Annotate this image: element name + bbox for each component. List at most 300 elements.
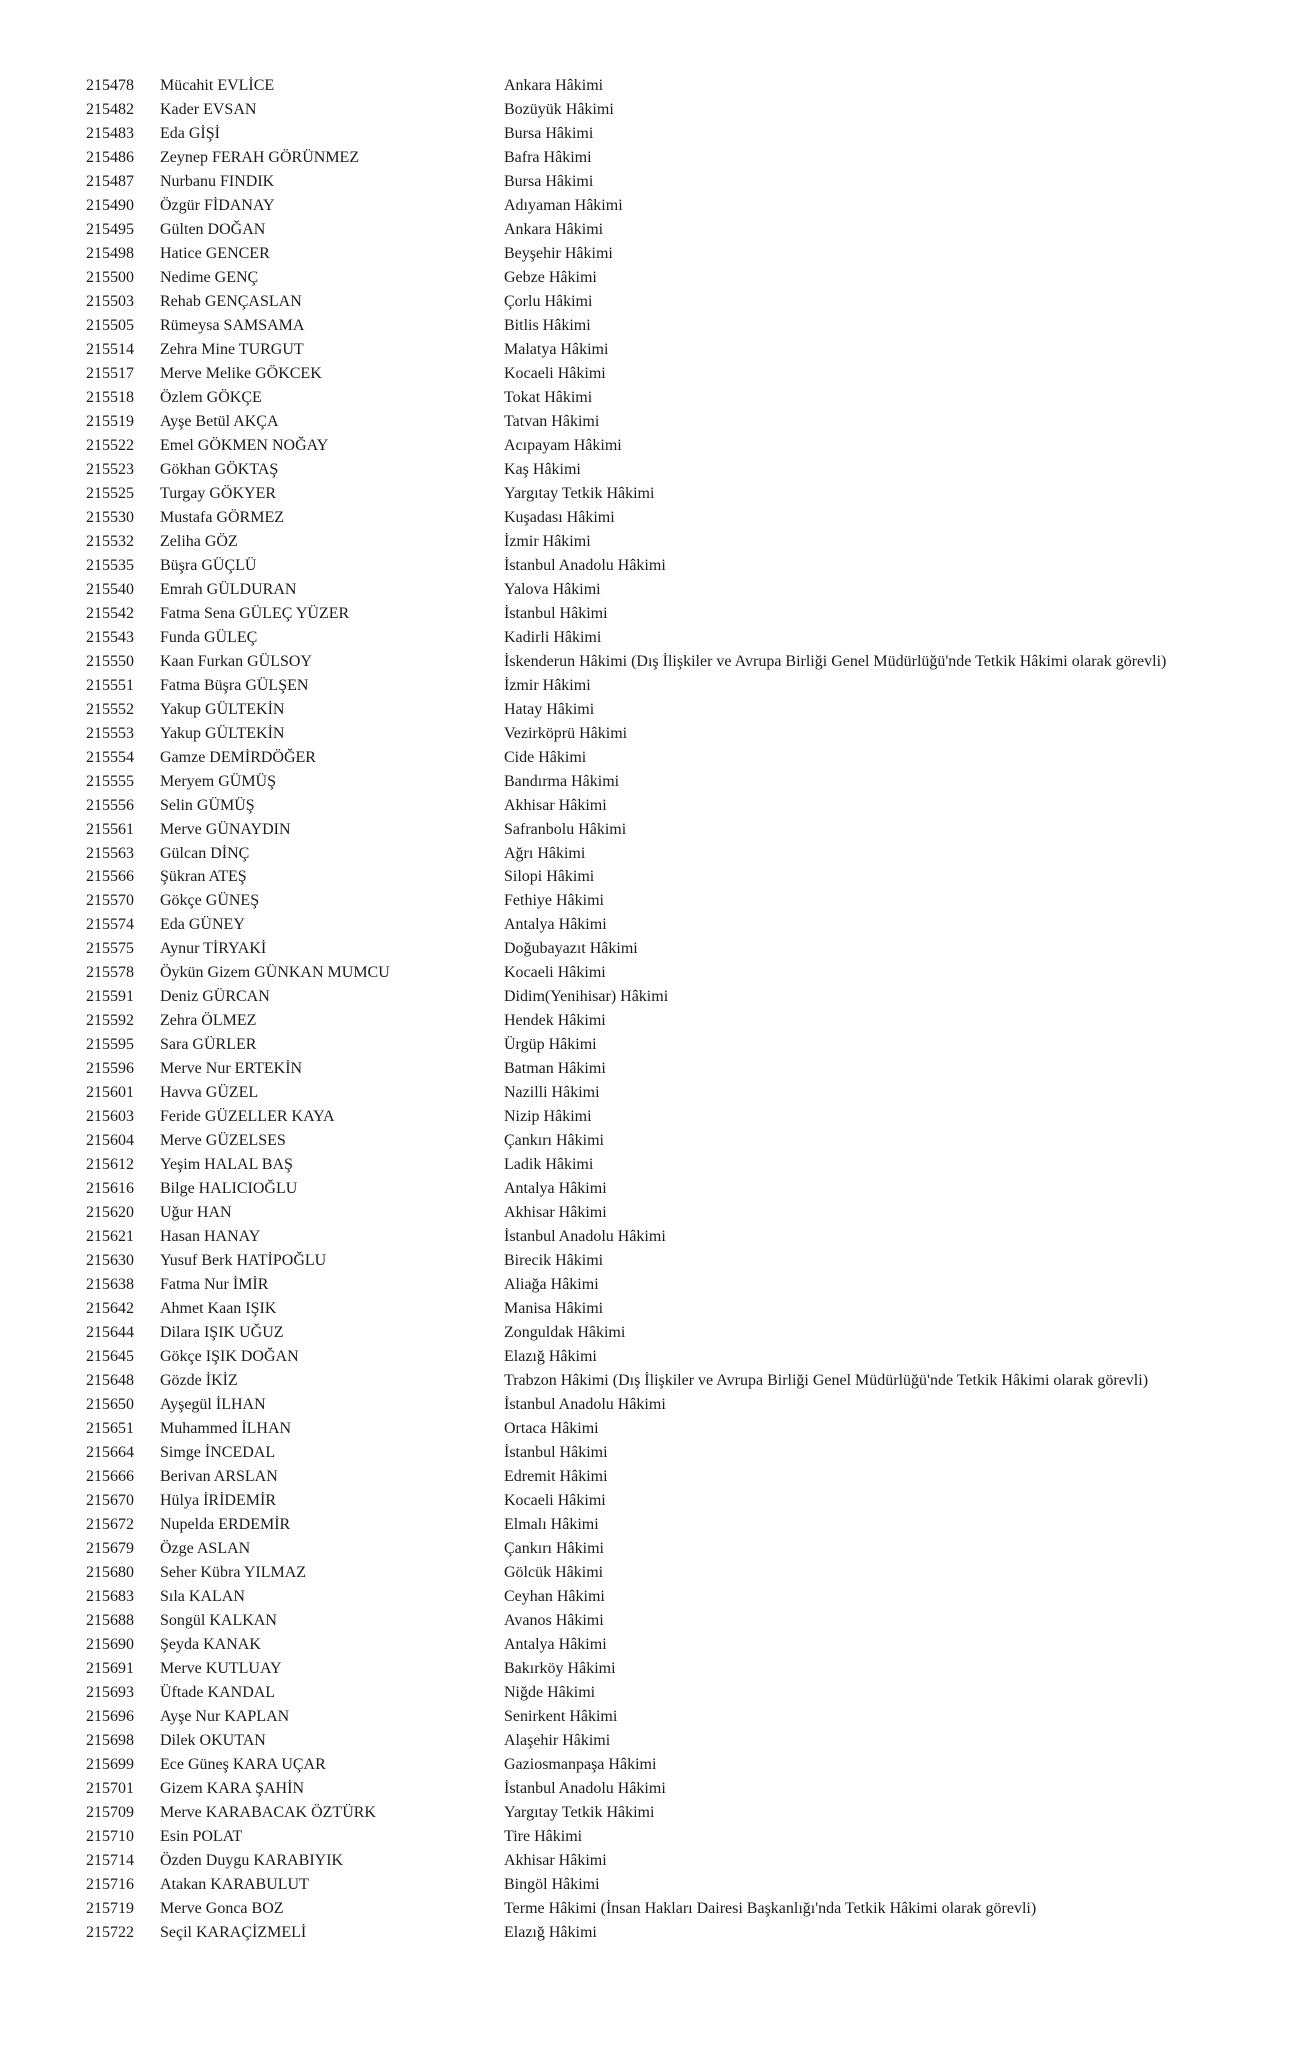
- person-name: Gizem KARA ŞAHİN: [160, 1779, 304, 1797]
- assigned-position: Kuşadası Hâkimi: [504, 508, 615, 526]
- person-name: Songül KALKAN: [160, 1612, 277, 1629]
- person-name: Gülten DOĞAN: [160, 220, 266, 238]
- list-item: [0, 1465, 1304, 1489]
- person-name: Merve Melike GÖKCEK: [160, 364, 322, 382]
- registry-number: 215525: [86, 484, 134, 502]
- person-name: Deniz GÜRCAN: [160, 988, 270, 1006]
- person-name: Nurbanu FINDIK: [160, 172, 275, 190]
- assigned-position: Tokat Hâkimi: [504, 388, 593, 406]
- registry-number: 215670: [86, 1492, 134, 1510]
- assigned-position: Bafra Hâkimi: [504, 148, 592, 166]
- registry-number: 215540: [86, 580, 134, 598]
- list-item: [0, 746, 1304, 770]
- assigned-position: Ortaca Hâkimi: [504, 1420, 599, 1438]
- person-name: Rümeysa SAMSAMA: [160, 316, 305, 334]
- registry-number: 215719: [86, 1899, 134, 1917]
- person-name: Atakan KARABULUT: [160, 1875, 309, 1893]
- list-item: [0, 1321, 1304, 1345]
- list-item: [0, 1345, 1304, 1369]
- list-item: [0, 1009, 1304, 1033]
- person-name: Kader EVSAN: [160, 100, 257, 118]
- person-name: Nedime GENÇ: [160, 268, 259, 286]
- registry-number: 215710: [86, 1827, 134, 1845]
- person-name: Seher Kübra YILMAZ: [160, 1564, 307, 1582]
- list-item: [0, 314, 1304, 338]
- person-name: Hasan HANAY: [160, 1228, 261, 1246]
- person-name: Sara GÜRLER: [160, 1036, 257, 1054]
- assigned-position: Bursa Hâkimi: [504, 172, 594, 190]
- assigned-position: İstanbul Anadolu Hâkimi: [504, 1396, 666, 1414]
- registry-number: 215591: [86, 988, 134, 1006]
- list-item: [0, 242, 1304, 266]
- person-name: Merve Gonca BOZ: [160, 1899, 284, 1917]
- list-item: [0, 1561, 1304, 1585]
- person-name: Zeliha GÖZ: [160, 532, 238, 550]
- assigned-position: Senirkent Hâkimi: [504, 1707, 618, 1725]
- person-name: Meryem GÜMÜŞ: [160, 772, 276, 790]
- list-item: [0, 1681, 1304, 1705]
- list-item: [0, 218, 1304, 242]
- assigned-position: Ürgüp Hâkimi: [504, 1036, 597, 1054]
- person-name: Eda GÜNEY: [160, 916, 245, 934]
- assigned-position: Safranbolu Hâkimi: [504, 820, 627, 838]
- registry-number: 215522: [86, 436, 134, 454]
- list-item: [0, 1537, 1304, 1561]
- list-item: [0, 1201, 1304, 1225]
- registry-number: 215722: [86, 1923, 134, 1941]
- list-item: [0, 626, 1304, 650]
- person-name: Merve GÜZELSES: [160, 1132, 286, 1150]
- assigned-position: Aliağa Hâkimi: [504, 1276, 599, 1294]
- registry-number: 215523: [86, 460, 134, 478]
- list-item: [0, 674, 1304, 698]
- assigned-position: Trabzon Hâkimi (Dış İlişkiler ve Avrupa Birliği Genel Müdürlüğü'nde Tetkik Hâkimi olarak görevli): [504, 1372, 1149, 1390]
- registry-number: 215688: [86, 1612, 134, 1629]
- assigned-position: İskenderun Hâkimi (Dış İlişkiler ve Avrupa Birliği Genel Müdürlüğü'nde Tetkik Hâkimi olarak görevli): [504, 652, 1167, 670]
- assigned-position: Çorlu Hâkimi: [504, 292, 593, 310]
- person-name: Kaan Furkan GÜLSOY: [160, 652, 312, 670]
- person-name: Rehab GENÇASLAN: [160, 292, 302, 310]
- list-item: [0, 1873, 1304, 1897]
- assigned-position: İstanbul Hâkimi: [504, 1444, 608, 1462]
- registry-number: 215701: [86, 1779, 134, 1797]
- person-name: Üftade KANDAL: [160, 1683, 276, 1701]
- person-name: Büşra GÜÇLÜ: [160, 556, 257, 574]
- person-name: Berivan ARSLAN: [160, 1468, 278, 1486]
- registry-number: 215554: [86, 748, 134, 766]
- person-name: Emrah GÜLDURAN: [160, 580, 297, 598]
- registry-number: 215680: [86, 1564, 134, 1582]
- list-item: [0, 410, 1304, 434]
- list-item: [0, 865, 1304, 889]
- assigned-position: Nazilli Hâkimi: [504, 1084, 600, 1102]
- assigned-position: Didim(Yenihisar) Hâkimi: [504, 988, 669, 1006]
- assigned-position: Fethiye Hâkimi: [504, 892, 604, 910]
- assigned-position: Antalya Hâkimi: [504, 1635, 607, 1653]
- assigned-position: Bozüyük Hâkimi: [504, 100, 614, 118]
- registry-number: 215542: [86, 604, 134, 622]
- registry-number: 215638: [86, 1276, 134, 1294]
- list-item: [0, 1249, 1304, 1273]
- person-name: Ayşe Nur KAPLAN: [160, 1707, 290, 1725]
- registry-number: 215664: [86, 1444, 134, 1462]
- assigned-position: Edremit Hâkimi: [504, 1468, 608, 1486]
- person-name: Turgay GÖKYER: [160, 484, 277, 502]
- registry-number: 215543: [86, 628, 134, 646]
- person-name: Merve Nur ERTEKİN: [160, 1060, 303, 1078]
- person-name: Havva GÜZEL: [160, 1084, 259, 1102]
- appointment-list: [0, 74, 1304, 1945]
- registry-number: 215495: [86, 220, 134, 238]
- registry-number: 215487: [86, 172, 134, 190]
- assigned-position: Akhisar Hâkimi: [504, 1204, 607, 1222]
- list-item: [0, 985, 1304, 1009]
- person-name: Feride GÜZELLER KAYA: [160, 1108, 335, 1126]
- list-item: [0, 794, 1304, 818]
- assigned-position: Elazığ Hâkimi: [504, 1348, 597, 1366]
- list-item: [0, 842, 1304, 866]
- assigned-position: Bitlis Hâkimi: [504, 316, 591, 334]
- assigned-position: Antalya Hâkimi: [504, 1180, 607, 1198]
- assigned-position: Gaziosmanpaşa Hâkimi: [504, 1755, 657, 1773]
- person-name: Özlem GÖKÇE: [160, 388, 262, 406]
- list-item: [0, 1513, 1304, 1537]
- person-name: Dilek OKUTAN: [160, 1731, 266, 1749]
- registry-number: 215648: [86, 1372, 134, 1390]
- registry-number: 215578: [86, 964, 134, 982]
- assigned-position: Ağrı Hâkimi: [504, 844, 586, 862]
- list-item: [0, 506, 1304, 530]
- assigned-position: Akhisar Hâkimi: [504, 1851, 607, 1869]
- assigned-position: Antalya Hâkimi: [504, 916, 607, 934]
- registry-number: 215612: [86, 1156, 134, 1174]
- registry-number: 215575: [86, 940, 134, 958]
- assigned-position: Bursa Hâkimi: [504, 124, 594, 142]
- list-item: [0, 170, 1304, 194]
- assigned-position: Ankara Hâkimi: [504, 220, 604, 238]
- assigned-position: Kocaeli Hâkimi: [504, 1492, 606, 1510]
- person-name: Yakup GÜLTEKİN: [160, 724, 285, 742]
- person-name: Fatma Nur İMİR: [160, 1276, 269, 1294]
- person-name: Gamze DEMİRDÖĞER: [160, 748, 316, 766]
- list-item: [0, 578, 1304, 602]
- person-name: Bilge HALICIOĞLU: [160, 1180, 298, 1198]
- assigned-position: Manisa Hâkimi: [504, 1300, 604, 1318]
- person-name: Hatice GENCER: [160, 244, 270, 262]
- list-item: [0, 386, 1304, 410]
- registry-number: 215550: [86, 652, 134, 670]
- person-name: Öykün Gizem GÜNKAN MUMCU: [160, 964, 390, 982]
- list-item: [0, 1801, 1304, 1825]
- assigned-position: Bandırma Hâkimi: [504, 772, 620, 790]
- assigned-position: Hatay Hâkimi: [504, 700, 595, 718]
- person-name: Uğur HAN: [160, 1204, 232, 1222]
- list-item: [0, 1177, 1304, 1201]
- list-item: [0, 146, 1304, 170]
- list-item: [0, 889, 1304, 913]
- list-item: [0, 1273, 1304, 1297]
- registry-number: 215574: [86, 916, 134, 934]
- assigned-position: Zonguldak Hâkimi: [504, 1324, 626, 1342]
- list-item: [0, 1369, 1304, 1393]
- registry-number: 215596: [86, 1060, 134, 1078]
- registry-number: 215535: [86, 556, 134, 574]
- person-name: Fatma Büşra GÜLŞEN: [160, 676, 309, 694]
- list-item: [0, 362, 1304, 386]
- person-name: Zehra Mine TURGUT: [160, 340, 304, 358]
- assigned-position: Malatya Hâkimi: [504, 340, 609, 358]
- registry-number: 215532: [86, 532, 134, 550]
- person-name: Merve GÜNAYDIN: [160, 820, 291, 838]
- person-name: Hülya İRİDEMİR: [160, 1492, 276, 1510]
- person-name: Zeynep FERAH GÖRÜNMEZ: [160, 148, 360, 166]
- list-item: [0, 1081, 1304, 1105]
- assigned-position: Ladik Hâkimi: [504, 1156, 594, 1174]
- assigned-position: İzmir Hâkimi: [504, 676, 591, 694]
- registry-number: 215566: [86, 868, 134, 886]
- registry-number: 215691: [86, 1659, 134, 1677]
- list-item: [0, 1849, 1304, 1873]
- registry-number: 215486: [86, 148, 134, 166]
- registry-number: 215592: [86, 1012, 134, 1030]
- assigned-position: Gebze Hâkimi: [504, 268, 597, 286]
- registry-number: 215483: [86, 124, 134, 142]
- registry-number: 215519: [86, 412, 134, 430]
- list-item: [0, 554, 1304, 578]
- assigned-position: Alaşehir Hâkimi: [504, 1731, 611, 1749]
- assigned-position: Elmalı Hâkimi: [504, 1516, 599, 1534]
- person-name: Yakup GÜLTEKİN: [160, 700, 285, 718]
- assigned-position: Silopi Hâkimi: [504, 868, 595, 886]
- assigned-position: Bingöl Hâkimi: [504, 1875, 600, 1893]
- registry-number: 215514: [86, 340, 134, 358]
- registry-number: 215616: [86, 1180, 134, 1198]
- person-name: Özgür FİDANAY: [160, 196, 275, 214]
- list-item: [0, 1657, 1304, 1681]
- registry-number: 215672: [86, 1516, 134, 1534]
- assigned-position: Ceyhan Hâkimi: [504, 1588, 605, 1606]
- list-item: [0, 1153, 1304, 1177]
- registry-number: 215563: [86, 844, 134, 862]
- registry-number: 215553: [86, 724, 134, 742]
- list-item: [0, 530, 1304, 554]
- person-name: Esin POLAT: [160, 1827, 243, 1845]
- assigned-position: Avanos Hâkimi: [504, 1612, 604, 1629]
- registry-number: 215690: [86, 1635, 134, 1653]
- person-name: Eda GİŞİ: [160, 124, 220, 142]
- list-item: [0, 194, 1304, 218]
- registry-number: 215595: [86, 1036, 134, 1054]
- assigned-position: Birecik Hâkimi: [504, 1252, 604, 1270]
- assigned-position: Yargıtay Tetkik Hâkimi: [504, 484, 655, 502]
- registry-number: 215503: [86, 292, 134, 310]
- assigned-position: Batman Hâkimi: [504, 1060, 606, 1078]
- person-name: Yeşim HALAL BAŞ: [160, 1156, 293, 1174]
- assigned-position: Hendek Hâkimi: [504, 1012, 606, 1030]
- registry-number: 215645: [86, 1348, 134, 1366]
- list-item: [0, 913, 1304, 937]
- registry-number: 215651: [86, 1420, 134, 1438]
- list-item: [0, 818, 1304, 842]
- person-name: Gülcan DİNÇ: [160, 844, 250, 862]
- person-name: Zehra ÖLMEZ: [160, 1012, 257, 1030]
- registry-number: 215696: [86, 1707, 134, 1725]
- assigned-position: Çankırı Hâkimi: [504, 1132, 604, 1150]
- list-item: [0, 290, 1304, 314]
- person-name: Nupelda ERDEMİR: [160, 1516, 291, 1534]
- assigned-position: Niğde Hâkimi: [504, 1683, 596, 1701]
- registry-number: 215490: [86, 196, 134, 214]
- person-name: Merve KARABACAK ÖZTÜRK: [160, 1803, 376, 1821]
- registry-number: 215644: [86, 1324, 134, 1342]
- registry-number: 215551: [86, 676, 134, 694]
- list-item: [0, 1441, 1304, 1465]
- person-name: Yusuf Berk HATİPOĞLU: [160, 1252, 327, 1270]
- assigned-position: Gölcük Hâkimi: [504, 1564, 604, 1582]
- registry-number: 215555: [86, 772, 134, 790]
- registry-number: 215570: [86, 892, 134, 910]
- assigned-position: Kadirli Hâkimi: [504, 628, 602, 646]
- list-item: [0, 1705, 1304, 1729]
- registry-number: 215714: [86, 1851, 134, 1869]
- list-item: [0, 1777, 1304, 1801]
- person-name: Sıla KALAN: [160, 1588, 245, 1606]
- registry-number: 215683: [86, 1588, 134, 1606]
- registry-number: 215505: [86, 316, 134, 334]
- assigned-position: Ankara Hâkimi: [504, 77, 604, 94]
- list-item: [0, 722, 1304, 746]
- assigned-position: Doğubayazıt Hâkimi: [504, 940, 638, 958]
- assigned-position: Tire Hâkimi: [504, 1827, 583, 1845]
- list-item: [0, 1825, 1304, 1849]
- list-item: [0, 1417, 1304, 1441]
- person-name: Özden Duygu KARABIYIK: [160, 1851, 344, 1869]
- list-item: [0, 434, 1304, 458]
- assigned-position: Yalova Hâkimi: [504, 580, 601, 598]
- person-name: Ahmet Kaan IŞIK: [160, 1300, 277, 1318]
- registry-number: 215482: [86, 100, 134, 118]
- registry-number: 215603: [86, 1108, 134, 1126]
- assigned-position: Kaş Hâkimi: [504, 460, 581, 478]
- list-item: [0, 602, 1304, 626]
- registry-number: 215642: [86, 1300, 134, 1318]
- assigned-position: Akhisar Hâkimi: [504, 796, 607, 814]
- person-name: Şeyda KANAK: [160, 1635, 261, 1653]
- registry-number: 215556: [86, 796, 134, 814]
- assigned-position: Çankırı Hâkimi: [504, 1540, 604, 1558]
- list-item: [0, 122, 1304, 146]
- registry-number: 215478: [86, 77, 134, 94]
- registry-number: 215650: [86, 1396, 134, 1414]
- person-name: Selin GÜMÜŞ: [160, 796, 255, 814]
- assigned-position: Beyşehir Hâkimi: [504, 244, 613, 262]
- registry-number: 215693: [86, 1683, 134, 1701]
- registry-number: 215517: [86, 364, 134, 382]
- person-name: Mücahit EVLİCE: [160, 77, 275, 94]
- assigned-position: Tatvan Hâkimi: [504, 412, 600, 430]
- person-name: Muhammed İLHAN: [160, 1420, 292, 1438]
- person-name: Fatma Sena GÜLEÇ YÜZER: [160, 604, 350, 622]
- assigned-position: İstanbul Hâkimi: [504, 604, 608, 622]
- list-item: [0, 1105, 1304, 1129]
- list-item: [0, 482, 1304, 506]
- registry-number: 215679: [86, 1540, 134, 1558]
- person-name: Funda GÜLEÇ: [160, 628, 258, 646]
- person-name: Seçil KARAÇİZMELİ: [160, 1923, 307, 1941]
- list-item: [0, 1057, 1304, 1081]
- registry-number: 215621: [86, 1228, 134, 1246]
- list-item: [0, 338, 1304, 362]
- list-item: [0, 1489, 1304, 1513]
- list-item: [0, 1897, 1304, 1921]
- list-item: [0, 1633, 1304, 1657]
- registry-number: 215601: [86, 1084, 134, 1102]
- person-name: Şükran ATEŞ: [160, 868, 247, 886]
- registry-number: 215604: [86, 1132, 134, 1150]
- registry-number: 215561: [86, 820, 134, 838]
- assigned-position: Kocaeli Hâkimi: [504, 964, 606, 982]
- assigned-position: İstanbul Anadolu Hâkimi: [504, 556, 666, 574]
- list-item: [0, 74, 1304, 98]
- registry-number: 215498: [86, 244, 134, 262]
- person-name: Gözde İKİZ: [160, 1372, 238, 1390]
- list-item: [0, 98, 1304, 122]
- person-name: Gökçe IŞIK DOĞAN: [160, 1348, 299, 1366]
- registry-number: 215518: [86, 388, 134, 406]
- registry-number: 215630: [86, 1252, 134, 1270]
- assigned-position: Elazığ Hâkimi: [504, 1923, 597, 1941]
- person-name: Mustafa GÖRMEZ: [160, 508, 284, 526]
- list-item: [0, 1129, 1304, 1153]
- list-item: [0, 650, 1304, 674]
- assigned-position: İzmir Hâkimi: [504, 532, 591, 550]
- list-item: [0, 1729, 1304, 1753]
- registry-number: 215716: [86, 1875, 134, 1893]
- person-name: Dilara IŞIK UĞUZ: [160, 1324, 284, 1342]
- list-item: [0, 266, 1304, 290]
- list-item: [0, 961, 1304, 985]
- registry-number: 215552: [86, 700, 134, 718]
- assigned-position: İstanbul Anadolu Hâkimi: [504, 1228, 666, 1246]
- assigned-position: Cide Hâkimi: [504, 748, 587, 766]
- registry-number: 215530: [86, 508, 134, 526]
- person-name: Özge ASLAN: [160, 1540, 251, 1558]
- person-name: Ece Güneş KARA UÇAR: [160, 1755, 326, 1773]
- assigned-position: Yargıtay Tetkik Hâkimi: [504, 1803, 655, 1821]
- assigned-position: İstanbul Anadolu Hâkimi: [504, 1779, 666, 1797]
- registry-number: 215500: [86, 268, 134, 286]
- list-item: [0, 458, 1304, 482]
- list-item: [0, 937, 1304, 961]
- list-item: [0, 1609, 1304, 1633]
- assigned-position: Kocaeli Hâkimi: [504, 364, 606, 382]
- assigned-position: Acıpayam Hâkimi: [504, 436, 622, 454]
- list-item: [0, 1921, 1304, 1945]
- registry-number: 215709: [86, 1803, 134, 1821]
- person-name: Gökçe GÜNEŞ: [160, 892, 260, 910]
- assigned-position: Adıyaman Hâkimi: [504, 196, 623, 214]
- assigned-position: Vezirköprü Hâkimi: [504, 724, 628, 742]
- person-name: Ayşe Betül AKÇA: [160, 412, 279, 430]
- person-name: Simge İNCEDAL: [160, 1444, 276, 1462]
- list-item: [0, 1297, 1304, 1321]
- list-item: [0, 698, 1304, 722]
- list-item: [0, 770, 1304, 794]
- registry-number: 215666: [86, 1468, 134, 1486]
- list-item: [0, 1033, 1304, 1057]
- assigned-position: Terme Hâkimi (İnsan Hakları Dairesi Başkanlığı'nda Tetkik Hâkimi olarak görevli): [504, 1899, 1037, 1917]
- person-name: Emel GÖKMEN NOĞAY: [160, 436, 329, 454]
